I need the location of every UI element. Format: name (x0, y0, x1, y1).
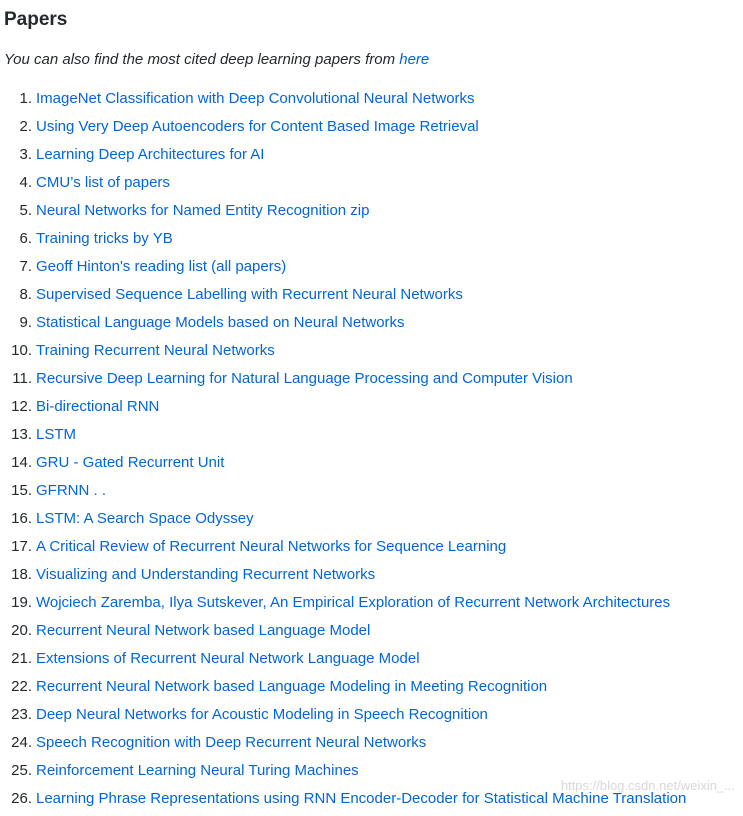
paper-link[interactable]: Training tricks by YB (36, 230, 173, 247)
list-item-number: 17. (11, 538, 32, 555)
paper-link[interactable]: Deep Neural Networks for Acoustic Modeling in Speech Recognition (36, 706, 488, 723)
list-item-number: 20. (11, 622, 32, 639)
paper-link[interactable]: Learning Phrase Representations using RNN Encoder-Decoder for Statistical Machine Translation (36, 790, 687, 807)
list-item-number: 14. (11, 454, 32, 471)
paper-link[interactable]: Using Very Deep Autoencoders for Content Based Image Retrieval (36, 118, 479, 135)
list-item-number: 9. (19, 314, 32, 331)
paper-link[interactable]: GRU - Gated Recurrent Unit (36, 454, 225, 471)
watermark: https://blog.csdn.net/weixin_... (560, 778, 735, 793)
list-item-number: 1. (19, 90, 32, 107)
paper-link[interactable]: Wojciech Zaremba, Ilya Sutskever, An Empirical Exploration of Recurrent Network Architectures (36, 594, 671, 611)
paper-link[interactable]: Speech Recognition with Deep Recurrent Neural Networks (36, 734, 427, 751)
paper-link[interactable]: Visualizing and Understanding Recurrent Networks (36, 566, 376, 583)
list-item-number: 7. (19, 258, 32, 275)
list-item-number: 26. (11, 790, 32, 807)
paper-link[interactable]: Recursive Deep Learning for Natural Language Processing and Computer Vision (36, 370, 573, 387)
paper-link[interactable]: GFRNN . . (36, 482, 106, 499)
section-title: Papers (4, 9, 68, 30)
list-item-number: 25. (11, 762, 32, 779)
list-item-number: 24. (11, 734, 32, 751)
paper-link[interactable]: LSTM (36, 426, 77, 443)
list-item-number: 8. (19, 286, 32, 303)
list-item-number: 15. (11, 482, 32, 499)
paper-link[interactable]: Training Recurrent Neural Networks (36, 342, 275, 359)
list-item-number: 3. (19, 146, 32, 163)
paper-link[interactable]: A Critical Review of Recurrent Neural Networks for Sequence Learning (36, 538, 507, 555)
list-item-number: 5. (19, 202, 32, 219)
intro-text: You can also find the most cited deep learning papers from (4, 51, 400, 68)
paper-link[interactable]: LSTM: A Search Space Odyssey (36, 510, 254, 527)
paper-link[interactable]: Reinforcement Learning Neural Turing Machines (36, 762, 359, 779)
paper-link[interactable]: Bi-directional RNN (36, 398, 160, 415)
paper-link[interactable]: ImageNet Classification with Deep Convolutional Neural Networks (36, 90, 475, 107)
list-item-number: 6. (19, 230, 32, 247)
list-item-number: 16. (11, 510, 32, 527)
here-link[interactable]: here (399, 51, 430, 68)
list-item-number: 22. (11, 678, 32, 695)
paper-link[interactable]: Geoff Hinton's reading list (all papers) (36, 258, 287, 275)
list-item-number: 23. (11, 706, 32, 723)
list-item-number: 10. (11, 342, 32, 359)
paper-link[interactable]: Recurrent Neural Network based Language Model (36, 622, 371, 639)
paper-link[interactable]: Extensions of Recurrent Neural Network Language Model (36, 650, 420, 667)
paper-link[interactable]: CMU’s list of papers (36, 174, 170, 191)
paper-link[interactable]: Neural Networks for Named Entity Recognition zip (36, 202, 370, 219)
paper-link[interactable]: Statistical Language Models based on Neural Networks (36, 314, 405, 331)
paper-link[interactable]: Recurrent Neural Network based Language Modeling in Meeting Recognition (36, 678, 548, 695)
list-item-number: 18. (11, 566, 32, 583)
paper-link[interactable]: Supervised Sequence Labelling with Recurrent Neural Networks (36, 286, 463, 303)
paper-link[interactable]: Learning Deep Architectures for AI (36, 146, 265, 163)
intro-paragraph (4, 49, 429, 71)
list-item-number: 19. (11, 594, 32, 611)
list-item-number: 13. (11, 426, 32, 443)
list-item-number: 12. (11, 398, 32, 415)
list-item-number: 4. (19, 174, 32, 191)
list-item-number: 2. (19, 118, 32, 135)
list-item-number: 21. (11, 650, 32, 667)
list-item-number: 11. (12, 370, 32, 387)
